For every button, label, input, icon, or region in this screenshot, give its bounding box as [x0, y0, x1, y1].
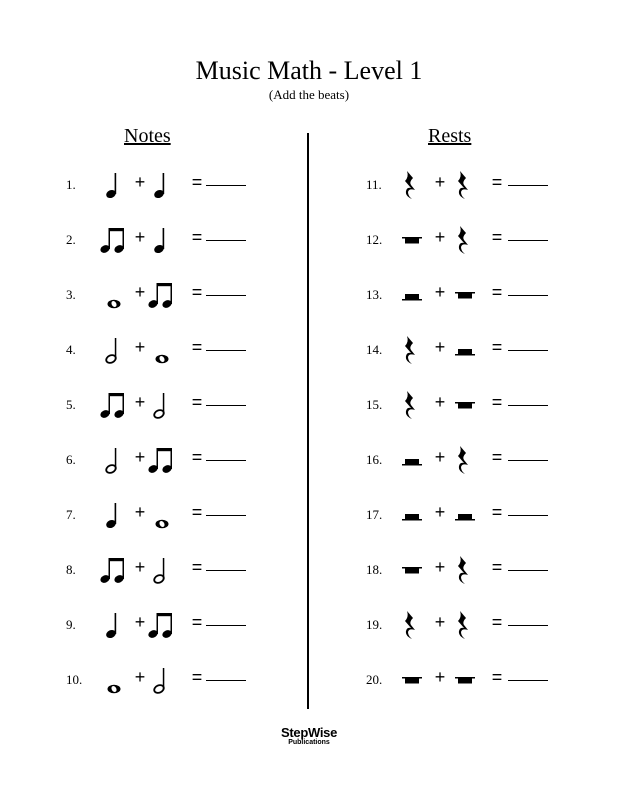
answer-blank[interactable] [508, 350, 548, 351]
problem-number: 3. [66, 287, 76, 302]
answer-blank[interactable] [206, 240, 246, 241]
plus-sign: + [134, 227, 146, 247]
plus-sign: + [134, 282, 146, 302]
half-note-icon [146, 385, 180, 425]
eighth-pair-icon [146, 275, 180, 315]
eighth-pair-icon [98, 550, 132, 590]
half-rest-icon [395, 495, 429, 535]
half-rest-icon [448, 330, 482, 370]
equals-sign: = [491, 557, 503, 577]
whole-rest-icon [395, 550, 429, 590]
answer-blank[interactable] [508, 515, 548, 516]
plus-sign: + [434, 502, 446, 522]
problem-number: 5. [66, 397, 76, 412]
equals-sign: = [191, 502, 203, 522]
logo-sub-text: Publications [288, 739, 330, 746]
problem-number: 11. [366, 177, 382, 192]
quarter-rest-icon [448, 220, 482, 260]
problem-number: 8. [66, 562, 76, 577]
plus-sign: + [134, 502, 146, 522]
half-rest-icon [448, 495, 482, 535]
equals-sign: = [491, 282, 503, 302]
problem-number: 20. [366, 672, 383, 687]
quarter-note-icon [98, 165, 132, 205]
quarter-note-icon [146, 165, 180, 205]
whole-note-icon [146, 495, 180, 535]
half-rest-icon [395, 275, 429, 315]
problem-number: 12. [366, 232, 383, 247]
notes-column-heading: Notes [124, 125, 171, 147]
equals-sign: = [491, 667, 503, 687]
quarter-note-icon [146, 220, 180, 260]
equals-sign: = [191, 227, 203, 247]
plus-sign: + [434, 282, 446, 302]
answer-blank[interactable] [508, 185, 548, 186]
plus-sign: + [134, 392, 146, 412]
problem-number: 16. [366, 452, 383, 467]
plus-sign: + [434, 612, 446, 632]
problem-number: 6. [66, 452, 76, 467]
answer-blank[interactable] [508, 460, 548, 461]
half-note-icon [146, 660, 180, 700]
equals-sign: = [191, 282, 203, 302]
publisher-logo [0, 726, 618, 747]
whole-rest-icon [448, 660, 482, 700]
answer-blank[interactable] [206, 185, 246, 186]
eighth-pair-icon [98, 220, 132, 260]
problem-number: 15. [366, 397, 383, 412]
whole-note-icon [146, 330, 180, 370]
quarter-rest-icon [448, 605, 482, 645]
answer-blank[interactable] [206, 295, 246, 296]
answer-blank[interactable] [206, 350, 246, 351]
quarter-rest-icon [395, 330, 429, 370]
equals-sign: = [191, 392, 203, 412]
rests-column-heading: Rests [428, 125, 472, 147]
problem-number: 2. [66, 232, 76, 247]
plus-sign: + [134, 447, 146, 467]
problem-number: 7. [66, 507, 76, 522]
answer-blank[interactable] [508, 625, 548, 626]
answer-blank[interactable] [206, 460, 246, 461]
plus-sign: + [134, 172, 146, 192]
quarter-rest-icon [448, 165, 482, 205]
equals-sign: = [191, 172, 203, 192]
equals-sign: = [191, 612, 203, 632]
plus-sign: + [134, 337, 146, 357]
plus-sign: + [434, 172, 446, 192]
page-title: Music Math - Level 1 [195, 56, 423, 85]
page-subtitle: (Add the beats) [268, 87, 350, 102]
problem-number: 10. [66, 672, 83, 687]
answer-blank[interactable] [508, 240, 548, 241]
plus-sign: + [134, 557, 146, 577]
quarter-note-icon [98, 605, 132, 645]
problem-number: 9. [66, 617, 76, 632]
problem-number: 4. [66, 342, 76, 357]
half-note-icon [98, 440, 132, 480]
answer-blank[interactable] [206, 680, 246, 681]
answer-blank[interactable] [206, 515, 246, 516]
eighth-pair-icon [146, 440, 180, 480]
answer-blank[interactable] [508, 405, 548, 406]
answer-blank[interactable] [508, 680, 548, 681]
whole-note-icon [98, 660, 132, 700]
problem-number: 19. [366, 617, 383, 632]
answer-blank[interactable] [206, 625, 246, 626]
whole-rest-icon [395, 660, 429, 700]
problem-number: 1. [66, 177, 76, 192]
equals-sign: = [191, 667, 203, 687]
plus-sign: + [434, 227, 446, 247]
quarter-rest-icon [395, 385, 429, 425]
logo-main-text: StepWise [281, 725, 337, 740]
equals-sign: = [491, 172, 503, 192]
half-note-icon [146, 550, 180, 590]
equals-sign: = [491, 502, 503, 522]
plus-sign: + [434, 447, 446, 467]
equals-sign: = [191, 557, 203, 577]
answer-blank[interactable] [508, 295, 548, 296]
equals-sign: = [491, 227, 503, 247]
whole-rest-icon [448, 275, 482, 315]
eighth-pair-icon [146, 605, 180, 645]
equals-sign: = [491, 337, 503, 357]
plus-sign: + [434, 557, 446, 577]
quarter-rest-icon [448, 550, 482, 590]
answer-blank[interactable] [206, 570, 246, 571]
quarter-note-icon [98, 495, 132, 535]
quarter-rest-icon [395, 605, 429, 645]
quarter-rest-icon [448, 440, 482, 480]
problem-number: 13. [366, 287, 383, 302]
answer-blank[interactable] [508, 570, 548, 571]
whole-note-icon [98, 275, 132, 315]
problem-number: 18. [366, 562, 383, 577]
plus-sign: + [134, 667, 146, 687]
equals-sign: = [491, 447, 503, 467]
plus-sign: + [134, 612, 146, 632]
column-divider [307, 133, 309, 709]
whole-rest-icon [395, 220, 429, 260]
problem-number: 14. [366, 342, 383, 357]
plus-sign: + [434, 337, 446, 357]
equals-sign: = [191, 337, 203, 357]
equals-sign: = [191, 447, 203, 467]
answer-blank[interactable] [206, 405, 246, 406]
whole-rest-icon [448, 385, 482, 425]
quarter-rest-icon [395, 165, 429, 205]
equals-sign: = [491, 392, 503, 412]
problem-number: 17. [366, 507, 383, 522]
eighth-pair-icon [98, 385, 132, 425]
plus-sign: + [434, 667, 446, 687]
equals-sign: = [491, 612, 503, 632]
half-note-icon [98, 330, 132, 370]
half-rest-icon [395, 440, 429, 480]
plus-sign: + [434, 392, 446, 412]
